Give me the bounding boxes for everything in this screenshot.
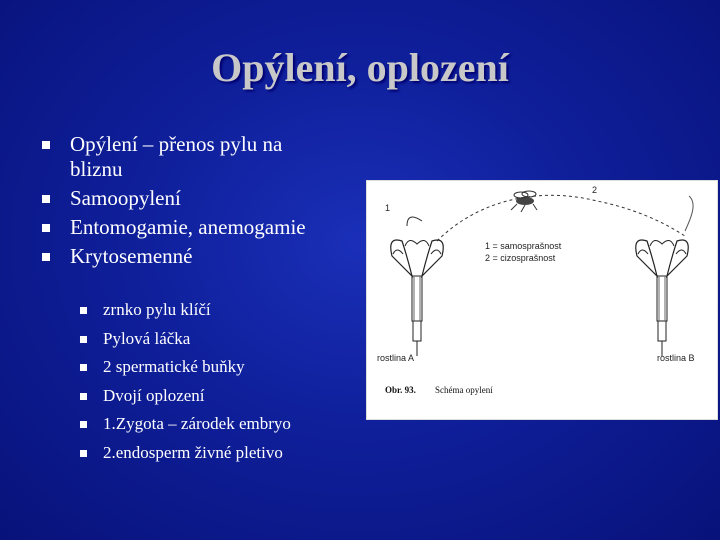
slide-title: Opýlení, oplození xyxy=(211,45,509,90)
bullet-list xyxy=(40,132,360,273)
caption-number: Obr. 93. xyxy=(385,385,416,395)
square-bullet-icon xyxy=(80,393,87,400)
square-bullet-icon xyxy=(80,336,87,343)
sub-bullet-text: Dvojí oplození xyxy=(103,385,205,405)
bullet-text-line: Opýlení – přenos pylu na xyxy=(70,132,283,156)
arc-arrow-right xyxy=(685,196,693,231)
square-bullet-icon xyxy=(42,224,50,232)
bullet-text-line: Entomogamie, anemogamie xyxy=(70,215,306,239)
bullet-text-line: bliznu xyxy=(70,157,123,181)
bullet-text-line: Krytosemenné xyxy=(70,244,193,268)
bullet-item-pollination xyxy=(40,132,360,182)
legend-self: 1 = samosprašnost xyxy=(485,241,562,251)
sub-bullet-text: Pylová láčka xyxy=(103,328,191,348)
plant-a-label: rostlina A xyxy=(377,353,415,363)
sub-bullet-text: 1.Zygota – zárodek embryo xyxy=(103,414,291,433)
square-bullet-icon xyxy=(42,195,50,203)
pollination-diagram-svg xyxy=(367,181,717,419)
sub-bullet-item xyxy=(78,443,378,463)
insect-icon xyxy=(511,191,537,212)
legend-cross: 2 = cizosprašnost xyxy=(485,253,556,263)
square-bullet-icon xyxy=(42,141,50,149)
label-1: 1 xyxy=(385,203,391,213)
sub-bullet-item xyxy=(78,414,378,434)
flower-a-icon xyxy=(391,240,444,356)
cross-pollination-arc xyxy=(437,195,685,241)
bullet-item-entomogamy xyxy=(40,215,360,240)
sub-bullet-list xyxy=(78,300,378,471)
sub-bullet-text: zrnko pylu klíčí xyxy=(103,300,211,319)
sub-bullet-item xyxy=(78,300,378,320)
square-bullet-icon xyxy=(42,253,50,261)
square-bullet-icon xyxy=(80,450,87,457)
sub-bullet-item xyxy=(78,329,378,349)
label-2: 2 xyxy=(592,185,598,195)
square-bullet-icon xyxy=(80,421,87,428)
sub-bullet-item xyxy=(78,386,378,406)
square-bullet-icon xyxy=(80,364,87,371)
bullet-text-line: Samoopylení xyxy=(70,186,181,210)
bullet-item-angiosperms xyxy=(40,244,360,269)
sub-bullet-text: 2.endosperm živné pletivo xyxy=(103,442,283,462)
sub-bullet-text: 2 spermatické buňky xyxy=(103,357,245,376)
bullet-item-selfpollination xyxy=(40,186,360,211)
flower-b-icon xyxy=(636,240,689,356)
plant-b-label: rostlina B xyxy=(657,353,695,363)
self-pollination-arrow xyxy=(407,217,422,226)
square-bullet-icon xyxy=(80,307,87,314)
caption-text: Schéma opylení xyxy=(435,385,493,395)
sub-bullet-item xyxy=(78,357,378,377)
pollination-diagram xyxy=(366,180,718,420)
